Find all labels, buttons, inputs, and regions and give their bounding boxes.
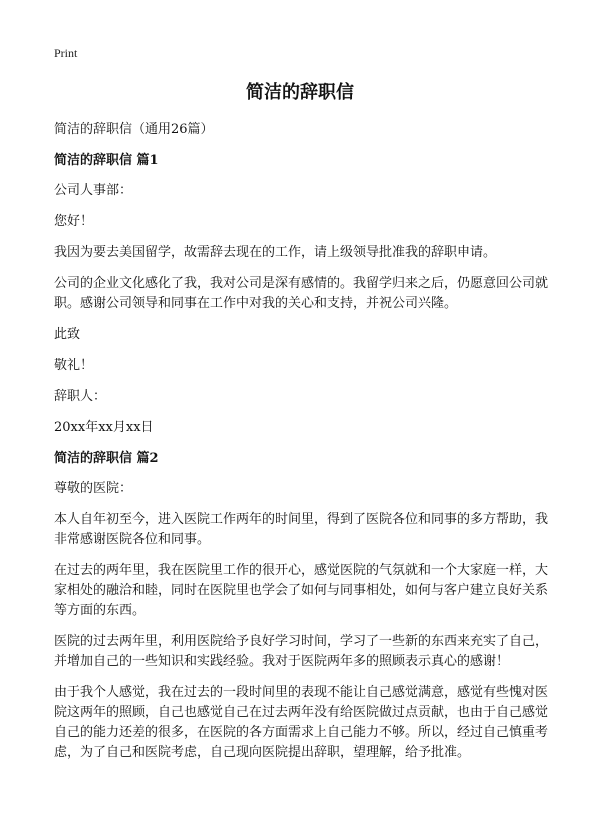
paragraph: 在过去的两年里，我在医院里工作的很开心，感觉医院的气氛就和一个大家庭一样，大家相处的融洽和睦，同时在医院里也学会了如何与同事相处，如何与客户建立良好关系等方面的东西。 <box>54 563 549 618</box>
paragraph: 辞职人： <box>54 389 107 404</box>
paragraph: 敬礼！ <box>54 358 94 373</box>
letter-section-2 <box>54 449 548 763</box>
paragraph: 我因为要去美国留学，故需辞去现在的工作，请上级领导批准我的辞职申请。 <box>54 245 497 260</box>
paragraph: 由于我个人感觉，我在过去的一段时间里的表现不能让自己感觉满意，感觉有些愧对医院这两年的照顾，自己也感觉自己在过去两年没有给医院做过点贡献，也由于自己感觉自己的能力还差的很多，在医院的各方面需求上自己能力不够。所以，经过自己慎重考虑，为了自己和医院考虑，自己现向医院提出辞职，望理解，给予批准。 <box>54 685 549 760</box>
paragraph: 尊敬的医院： <box>54 481 133 496</box>
paragraph: 此致 <box>54 327 81 342</box>
document-title: 简洁的辞职信 <box>246 82 354 103</box>
paragraph: 您好！ <box>54 214 94 229</box>
section-heading: 简洁的辞职信 篇1 <box>54 153 159 168</box>
section-heading: 简洁的辞职信 篇2 <box>54 451 159 466</box>
document-subtitle: 简洁的辞职信（通用26篇） <box>54 122 214 137</box>
paragraph: 公司人事部： <box>54 183 133 198</box>
paragraph: 医院的过去两年里，利用医院给予良好学习时间，学习了一些新的东西来充实了自己，并增加自己的一些知识和实践经验。我对于医院两年多的照顾表示真心的感谢！ <box>54 634 549 669</box>
letter-section-1 <box>54 151 548 438</box>
print-link[interactable]: Print <box>54 46 78 60</box>
paragraph: 20xx年xx月xx日 <box>54 420 154 435</box>
paragraph: 本人自年初至今，进入医院工作两年的时间里，得到了医院各位和同事的多方帮助，我非常感谢医院各位和同事。 <box>54 512 549 547</box>
paragraph: 公司的企业文化感化了我，我对公司是深有感情的。我留学归来之后，仍愿意回公司就职。感谢公司领导和同事在工作中对我的关心和支持，并祝公司兴隆。 <box>54 276 549 311</box>
document-body <box>54 120 548 774</box>
